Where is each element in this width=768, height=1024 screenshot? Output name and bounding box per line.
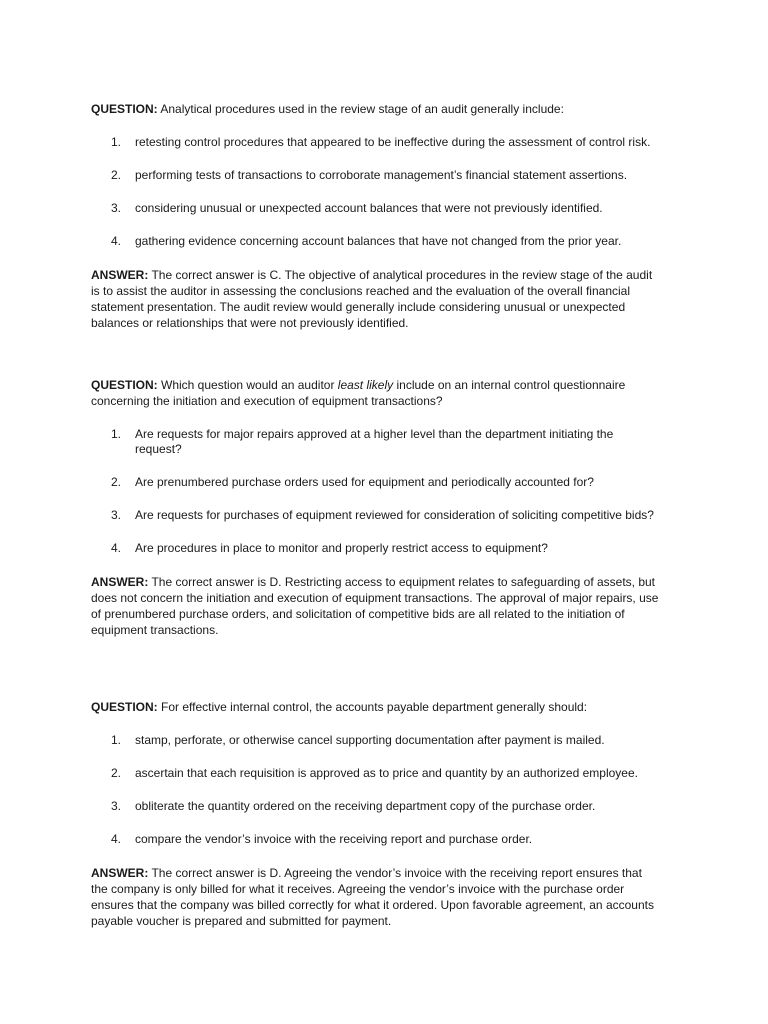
answer-label: ANSWER: <box>91 866 149 880</box>
option-number: 1. <box>111 427 122 441</box>
answer-3 <box>91 865 659 929</box>
option-list <box>91 135 659 249</box>
option-item <box>91 541 659 556</box>
option-item <box>91 427 659 457</box>
option-text: performing tests of transactions to corroborate management’s financial statement assertions. <box>135 168 628 182</box>
question-label: QUESTION: <box>91 378 158 392</box>
option-number: 2. <box>111 475 122 489</box>
qa-block-3 <box>91 699 659 929</box>
option-list <box>91 427 659 556</box>
answer-1 <box>91 267 659 331</box>
option-number: 4. <box>111 234 122 248</box>
question-label: QUESTION: <box>91 102 158 116</box>
option-item <box>91 799 659 814</box>
option-item <box>91 234 659 249</box>
option-text: obliterate the quantity ordered on the receiving department copy of the purchase order. <box>135 799 596 813</box>
option-item <box>91 766 659 781</box>
option-text: Are procedures in place to monitor and properly restrict access to equipment? <box>135 541 548 555</box>
question-1 <box>91 101 659 117</box>
qa-block-2 <box>91 377 659 638</box>
answer-text: The correct answer is D. Agreeing the vendor’s invoice with the receiving report ensures that the company is only billed for what it receives. Agreeing the vendor’s invoice with the purchase order ensures that the company was billed correctly for what it ordered. Upon favorable agreement, an accounts payable voucher is prepared and submitted for payment. <box>91 866 654 928</box>
option-number: 2. <box>111 168 122 182</box>
answer-text: The correct answer is D. Restricting access to equipment relates to safeguarding of assets, but does not concern the initiation and execution of equipment transactions. The approval of major repairs, use of prenumbered purchase orders, and solicitation of competitive bids are all related to the initiation of equipment transactions. <box>91 575 659 637</box>
option-number: 1. <box>111 733 122 747</box>
question-text-after: include on an internal control questionnaire concerning the initiation and execution of equipment transactions? <box>91 378 626 408</box>
option-number: 3. <box>111 508 122 522</box>
question-label: QUESTION: <box>91 700 158 714</box>
option-number: 4. <box>111 541 122 555</box>
option-text: Are requests for major repairs approved at a higher level than the department initiating the request? <box>135 427 614 456</box>
option-number: 3. <box>111 201 122 215</box>
option-text: Are requests for purchases of equipment reviewed for consideration of soliciting competitive bids? <box>135 508 654 522</box>
option-item <box>91 475 659 490</box>
qa-block-1 <box>91 101 659 331</box>
option-text: Are prenumbered purchase orders used for equipment and periodically accounted for? <box>135 475 594 489</box>
option-item <box>91 135 659 150</box>
question-2 <box>91 377 659 409</box>
option-text: ascertain that each requisition is approved as to price and quantity by an authorized employee. <box>135 766 638 780</box>
option-list <box>91 733 659 847</box>
question-3 <box>91 699 659 715</box>
option-text: compare the vendor’s invoice with the receiving report and purchase order. <box>135 832 533 846</box>
option-number: 2. <box>111 766 122 780</box>
question-text-before: Which question would an auditor <box>157 378 338 392</box>
question-text: Analytical procedures used in the review stage of an audit generally include: <box>157 102 564 116</box>
option-number: 1. <box>111 135 122 149</box>
option-text: considering unusual or unexpected account balances that were not previously identified. <box>135 201 603 215</box>
answer-2 <box>91 574 659 638</box>
option-item <box>91 832 659 847</box>
option-item <box>91 201 659 216</box>
option-item <box>91 733 659 748</box>
option-text: stamp, perforate, or otherwise cancel supporting documentation after payment is mailed. <box>135 733 605 747</box>
question-text: For effective internal control, the accounts payable department generally should: <box>157 700 588 714</box>
option-text: retesting control procedures that appeared to be ineffective during the assessment of control risk. <box>135 135 651 149</box>
answer-text: The correct answer is C. The objective of analytical procedures in the review stage of the audit is to assist the auditor in assessing the conclusions reached and the evaluation of the overall financial statement presentation. The audit review would generally include considering unusual or unexpected balances or relationships that were not previously identified. <box>91 268 653 330</box>
question-emphasis: least likely <box>337 378 394 392</box>
answer-label: ANSWER: <box>91 575 149 589</box>
option-item <box>91 508 659 523</box>
option-item <box>91 168 659 183</box>
option-number: 3. <box>111 799 122 813</box>
option-text: gathering evidence concerning account balances that have not changed from the prior year. <box>135 234 622 248</box>
answer-label: ANSWER: <box>91 268 149 282</box>
option-number: 4. <box>111 832 122 846</box>
